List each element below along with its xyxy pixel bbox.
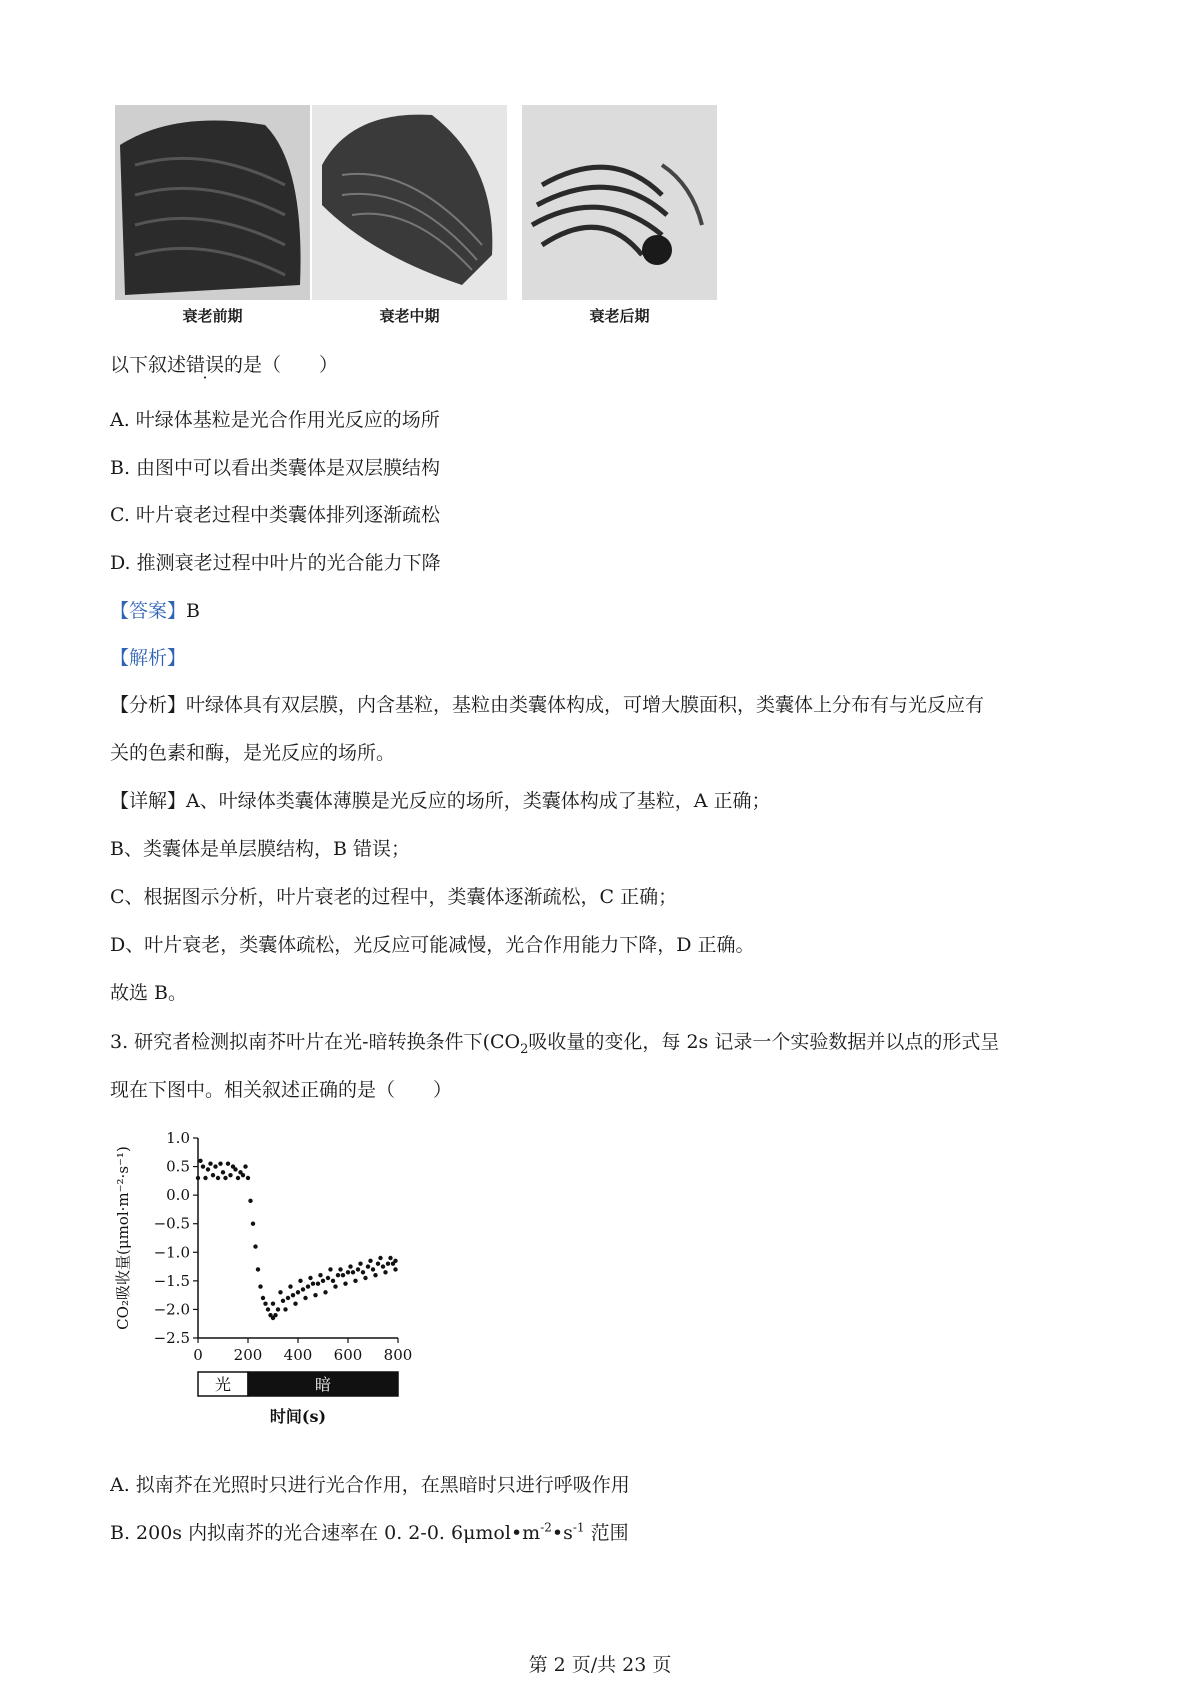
q3-option-b-end: 范围: [584, 1522, 629, 1544]
q2-stem-emphasis: 错误: [186, 354, 225, 376]
data-point: [388, 1256, 392, 1260]
data-point: [233, 1167, 237, 1171]
data-point: [218, 1162, 222, 1166]
x-tick-label: 200: [233, 1346, 263, 1364]
data-point: [248, 1199, 252, 1203]
x-axis-label: 时间(s): [269, 1407, 327, 1426]
co2-chart-svg: [110, 1110, 430, 1440]
data-point: [203, 1176, 207, 1180]
data-point: [356, 1267, 360, 1271]
q2-stem-text-a: 以下叙述: [110, 354, 187, 376]
xiangjie-line1: [110, 786, 771, 813]
data-point: [373, 1273, 377, 1277]
y-tick-label: 0.5: [166, 1157, 190, 1176]
data-point: [241, 1173, 245, 1177]
data-point: [371, 1267, 375, 1271]
micrograph-middle: [312, 105, 507, 300]
fenxi-label: 【分析】: [110, 694, 187, 716]
data-point: [196, 1176, 200, 1180]
q3-option-a: A. 拟南芥在光照时只进行光合作用，在黑暗时只进行呼吸作用: [110, 1474, 630, 1496]
micrograph-late: [522, 105, 717, 300]
y-tick-label: −1.0: [153, 1243, 190, 1262]
data-point: [333, 1284, 337, 1288]
y-tick-label: −1.5: [153, 1271, 190, 1290]
data-point: [326, 1276, 330, 1280]
data-point: [208, 1162, 212, 1166]
data-point: [296, 1290, 300, 1294]
q3-option-b-sup1: -2: [540, 1520, 552, 1535]
data-point: [363, 1276, 367, 1280]
q3-option-b-sup2: -1: [572, 1520, 585, 1535]
data-point: [303, 1296, 307, 1300]
data-point: [301, 1287, 305, 1291]
data-point: [291, 1293, 295, 1297]
data-point: [261, 1296, 265, 1300]
data-point: [348, 1264, 352, 1268]
page-footer: 第 2 页/共 23 页: [528, 1654, 672, 1676]
fenxi-line1: [110, 690, 984, 717]
data-point: [336, 1273, 340, 1277]
q2-option-d: D. 推测衰老过程中叶片的光合能力下降: [110, 552, 441, 574]
data-point: [376, 1262, 380, 1266]
data-point: [378, 1256, 382, 1260]
data-point: [338, 1267, 342, 1271]
y-tick-label: 0.0: [166, 1186, 190, 1205]
data-point: [306, 1284, 310, 1288]
y-axis-label: CO₂吸收量(μmol·m⁻²·s⁻¹): [114, 1146, 132, 1330]
q2-stem: [110, 350, 338, 377]
data-point: [236, 1176, 240, 1180]
q3-option-b: [110, 1518, 629, 1545]
data-point: [353, 1279, 357, 1283]
light-label: 光: [214, 1375, 232, 1394]
data-point: [323, 1290, 327, 1294]
data-point: [221, 1170, 225, 1174]
data-point: [308, 1276, 312, 1280]
q2-answer: [110, 596, 200, 623]
data-point: [273, 1313, 277, 1317]
data-point: [206, 1167, 210, 1171]
data-point: [341, 1273, 345, 1277]
data-point: [251, 1222, 255, 1226]
detail-conclusion: 故选 B。: [110, 982, 188, 1004]
q2-option-c: C. 叶片衰老过程中类囊体排列逐渐疏松: [110, 504, 440, 526]
data-point: [281, 1299, 285, 1303]
data-point: [316, 1282, 320, 1286]
q3-stem-a: 3. 研究者检测拟南芥叶片在光-暗转换条件下(CO: [110, 1031, 521, 1053]
detail-line-c: C、根据图示分析，叶片衰老的过程中，类囊体逐渐疏松，C 正确；: [110, 886, 678, 908]
data-point: [311, 1282, 315, 1286]
data-point: [266, 1307, 270, 1311]
data-point: [298, 1279, 302, 1283]
data-point: [211, 1173, 215, 1177]
detail-line-d: D、叶片衰老，类囊体疏松，光反应可能减慢，光合作用能力下降，D 正确。: [110, 934, 755, 956]
data-point: [368, 1259, 372, 1263]
dark-label: 暗: [314, 1375, 332, 1394]
data-point: [201, 1164, 205, 1168]
data-point: [386, 1262, 390, 1266]
data-point: [313, 1293, 317, 1297]
data-point: [393, 1259, 397, 1263]
y-tick-label: −0.5: [153, 1214, 190, 1233]
q3-option-b-a: B. 200s 内拟南芥的光合速率在 0. 2-0. 6μmol•m: [110, 1522, 541, 1544]
data-point: [271, 1302, 275, 1306]
data-point: [256, 1267, 260, 1271]
data-point: [228, 1173, 232, 1177]
data-point: [246, 1176, 250, 1180]
caption-middle: 衰老中期: [379, 307, 440, 325]
data-point: [226, 1162, 230, 1166]
data-point: [393, 1267, 397, 1271]
data-point: [321, 1279, 325, 1283]
q2-option-a: A. 叶绿体基粒是光合作用光反应的场所: [110, 409, 440, 431]
q3-stem-b: 吸收量的变化，每 2s 记录一个实验数据并以点的形式呈: [528, 1031, 1000, 1053]
data-point: [358, 1262, 362, 1266]
data-point: [286, 1296, 290, 1300]
analysis-label: 【解析】: [110, 647, 187, 669]
data-point: [213, 1164, 217, 1168]
q3-option-b-mid: •s: [551, 1522, 573, 1544]
data-point: [381, 1264, 385, 1268]
data-point: [331, 1279, 335, 1283]
data-point: [346, 1270, 350, 1274]
data-point: [198, 1159, 202, 1163]
data-point: [343, 1282, 347, 1286]
data-point: [258, 1284, 262, 1288]
q2-stem-text-b: 的是（ ）: [224, 354, 339, 376]
data-point: [288, 1284, 292, 1288]
y-tick-label: −2.0: [153, 1300, 190, 1319]
x-tick-label: 600: [333, 1346, 363, 1364]
y-tick-label: 1.0: [166, 1129, 190, 1147]
x-tick-label: 0: [193, 1346, 203, 1364]
x-tick-label: 400: [283, 1346, 313, 1364]
data-point: [278, 1290, 282, 1294]
data-point: [243, 1164, 247, 1168]
fenxi-text1: 叶绿体具有双层膜，内含基粒，基粒由类囊体构成，可增大膜面积，类囊体上分布有与光反应有: [186, 694, 985, 716]
data-point: [293, 1302, 297, 1306]
data-point: [283, 1307, 287, 1311]
fenxi-line2: 关的色素和酶，是光反应的场所。: [110, 742, 396, 764]
data-point: [263, 1302, 267, 1306]
q3-stem-line1: [110, 1027, 999, 1057]
caption-late: 衰老后期: [589, 307, 650, 325]
q3-stem-line2: 现在下图中。相关叙述正确的是（ ）: [110, 1079, 453, 1101]
caption-early: 衰老前期: [182, 307, 243, 325]
xiangjie-label: 【详解】: [110, 790, 187, 812]
data-point: [253, 1244, 257, 1248]
data-point: [318, 1273, 322, 1277]
data-point: [383, 1270, 387, 1274]
xiangjie-text1: A、叶绿体类囊体薄膜是光反应的场所，类囊体构成了基粒，A 正确；: [186, 790, 771, 812]
x-tick-label: 800: [383, 1346, 413, 1364]
answer-value: B: [186, 600, 200, 622]
data-point: [361, 1270, 365, 1274]
detail-line-b: B、类囊体是单层膜结构，B 错误；: [110, 838, 410, 860]
data-point: [216, 1176, 220, 1180]
data-point: [366, 1264, 370, 1268]
co2-chart: [110, 1110, 430, 1440]
micrograph-early: [115, 105, 310, 300]
data-point: [328, 1267, 332, 1271]
data-point: [351, 1270, 355, 1274]
data-point: [276, 1307, 280, 1311]
y-tick-label: −2.5: [153, 1329, 190, 1347]
answer-label: 【答案】: [110, 600, 187, 622]
data-point: [223, 1176, 227, 1180]
q2-option-b: B. 由图中可以看出类囊体是双层膜结构: [110, 457, 441, 479]
q3-stem-sub: 2: [520, 1041, 529, 1057]
